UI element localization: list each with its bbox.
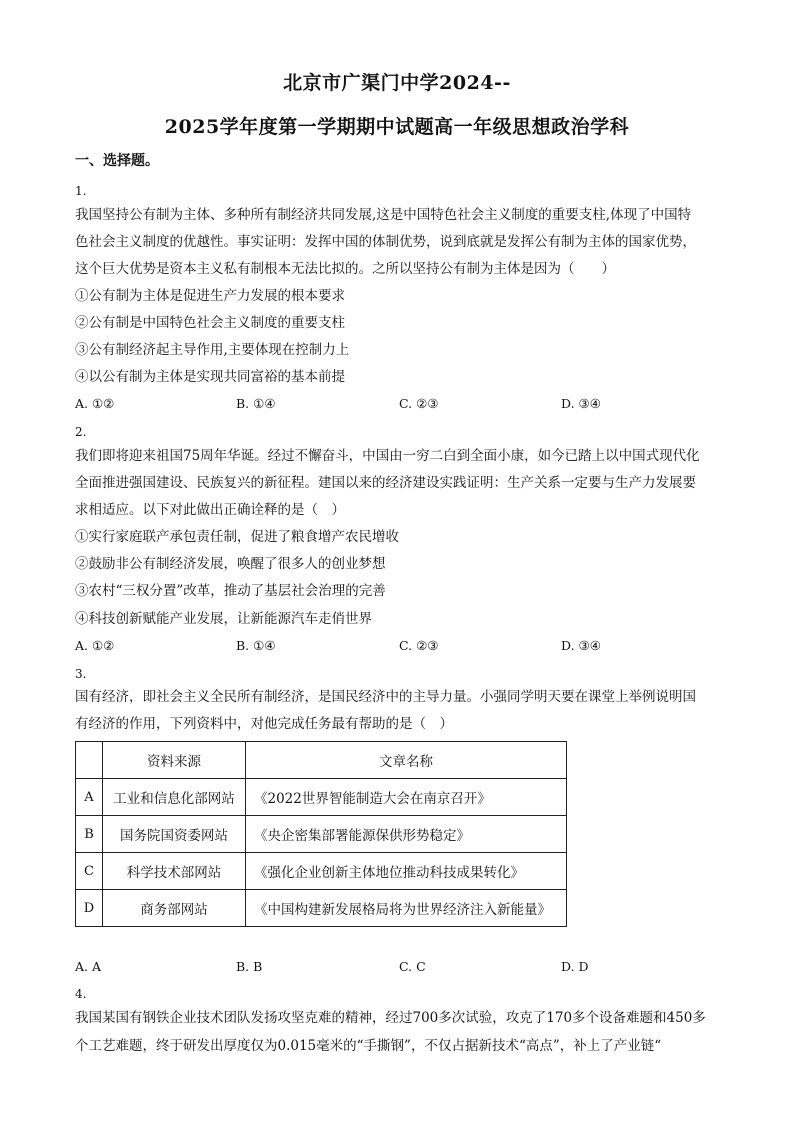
exam-title-line1: 北京市广渠门中学2024-- [283, 72, 511, 94]
q2-option-d: D. ③④ [561, 638, 601, 653]
q1-stem-line: 这个巨大优势是资本主义私有制根本无法比拟的。之所以坚持公有制为主体是因为（ ） [75, 261, 615, 277]
table-row [76, 779, 567, 816]
table-cell-source: 国务院国资委网站 [103, 816, 246, 853]
q4-stem-line: 个工艺难题，终于研发出厚度仅为0.015毫米的“手撕钢”，不仅占据新技术“高点”，补上了产业链“ [75, 1038, 662, 1054]
table-cell-article: 《央企密集部署能源保供形势稳定》 [246, 816, 567, 853]
source-table [75, 741, 567, 927]
q2-statement: ②鼓励非公有制经济发展，唤醒了很多人的创业梦想 [75, 556, 386, 572]
q1-statement: ③公有制经济起主导作用,主要体现在控制力上 [75, 342, 350, 358]
q1-statement: ②公有制是中国特色社会主义制度的重要支柱 [75, 315, 345, 331]
q1-statement: ①公有制为主体是促进生产力发展的根本要求 [75, 288, 345, 304]
table-cell-letter: C [76, 853, 103, 890]
q3-option-d: D. D [561, 959, 589, 974]
q4-stem-line: 我国某国有钢铁企业技术团队发扬攻坚克难的精神，经过700多次试验，攻克了170多个设备难题和450多 [75, 1010, 706, 1026]
q1-option-d: D. ③④ [561, 396, 601, 411]
table-cell-source: 工业和信息化部网站 [103, 779, 246, 816]
q3-number: 3. [75, 667, 87, 681]
q1-option-c: C. ②③ [399, 396, 439, 411]
q1-stem-line: 色社会主义制度的优越性。事实证明：发挥中国的体制优势，说到底就是发挥公有制为主体的国家优势， [75, 234, 696, 250]
q2-stem-line: 全面推进强国建设、民族复兴的新征程。建国以来的经济建设实践证明：生产关系一定要与生产力发展要 [75, 475, 696, 491]
table-header-cell: 文章名称 [246, 742, 567, 779]
table-row [76, 816, 567, 853]
table-header-cell: 资料来源 [103, 742, 246, 779]
q1-option-a: A. ①② [75, 396, 115, 411]
table-row [76, 853, 567, 890]
table-cell-article: 《中国构建新发展格局将为世界经济注入新能量》 [246, 890, 567, 927]
q2-option-c: C. ②③ [399, 638, 439, 653]
q2-option-a: A. ①② [75, 638, 115, 653]
q1-option-b: B. ①④ [236, 396, 276, 411]
table-row [76, 890, 567, 927]
q2-statement: ③农村“三权分置”改革，推动了基层社会治理的完善 [75, 583, 386, 599]
q3-stem-line: 有经济的作用，下列资料中，对他完成任务最有帮助的是（ ） [75, 716, 453, 732]
q3-option-a: A. A [75, 959, 102, 974]
section-heading: 一、选择题。 [75, 153, 159, 169]
q4-number: 4. [75, 987, 87, 1001]
table-cell-source: 商务部网站 [103, 890, 246, 927]
q2-number: 2. [75, 425, 87, 439]
table-header-cell [76, 742, 103, 779]
table-cell-source: 科学技术部网站 [103, 853, 246, 890]
q3-option-c: C. C [399, 959, 426, 974]
q3-stem-line: 国有经济，即社会主义全民所有制经济，是国民经济中的主导力量。小强同学明天要在课堂上举例说明国 [75, 689, 696, 705]
table-cell-letter: D [76, 890, 103, 927]
q2-option-b: B. ①④ [236, 638, 276, 653]
q2-stem-line: 我们即将迎来祖国75周年华诞。经过不懈奋斗，中国由一穷二白到全面小康，如今已踏上以中国式现代化 [75, 448, 700, 464]
q1-statement: ④以公有制为主体是实现共同富裕的基本前提 [75, 369, 345, 385]
q1-stem-line: 我国坚持公有制为主体、多种所有制经济共同发展,这是中国特色社会主义制度的重要支柱,体现了中国特 [75, 207, 692, 223]
table-cell-letter: B [76, 816, 103, 853]
q2-statement: ④科技创新赋能产业发展，让新能源汽车走俏世界 [75, 611, 372, 627]
table-cell-letter: A [76, 779, 103, 816]
q3-option-b: B. B [236, 959, 263, 974]
table-header-row [76, 742, 567, 779]
table-cell-article: 《2022世界智能制造大会在南京召开》 [246, 779, 567, 816]
q1-number: 1. [75, 184, 87, 198]
exam-title-line2: 2025学年度第一学期期中试题高一年级思想政治学科 [164, 116, 630, 138]
q2-statement: ①实行家庭联产承包责任制，促进了粮食增产农民增收 [75, 529, 399, 545]
table-cell-article: 《强化企业创新主体地位推动科技成果转化》 [246, 853, 567, 890]
q2-stem-line: 求相适应。以下对此做出正确诠释的是（ ） [75, 502, 345, 518]
